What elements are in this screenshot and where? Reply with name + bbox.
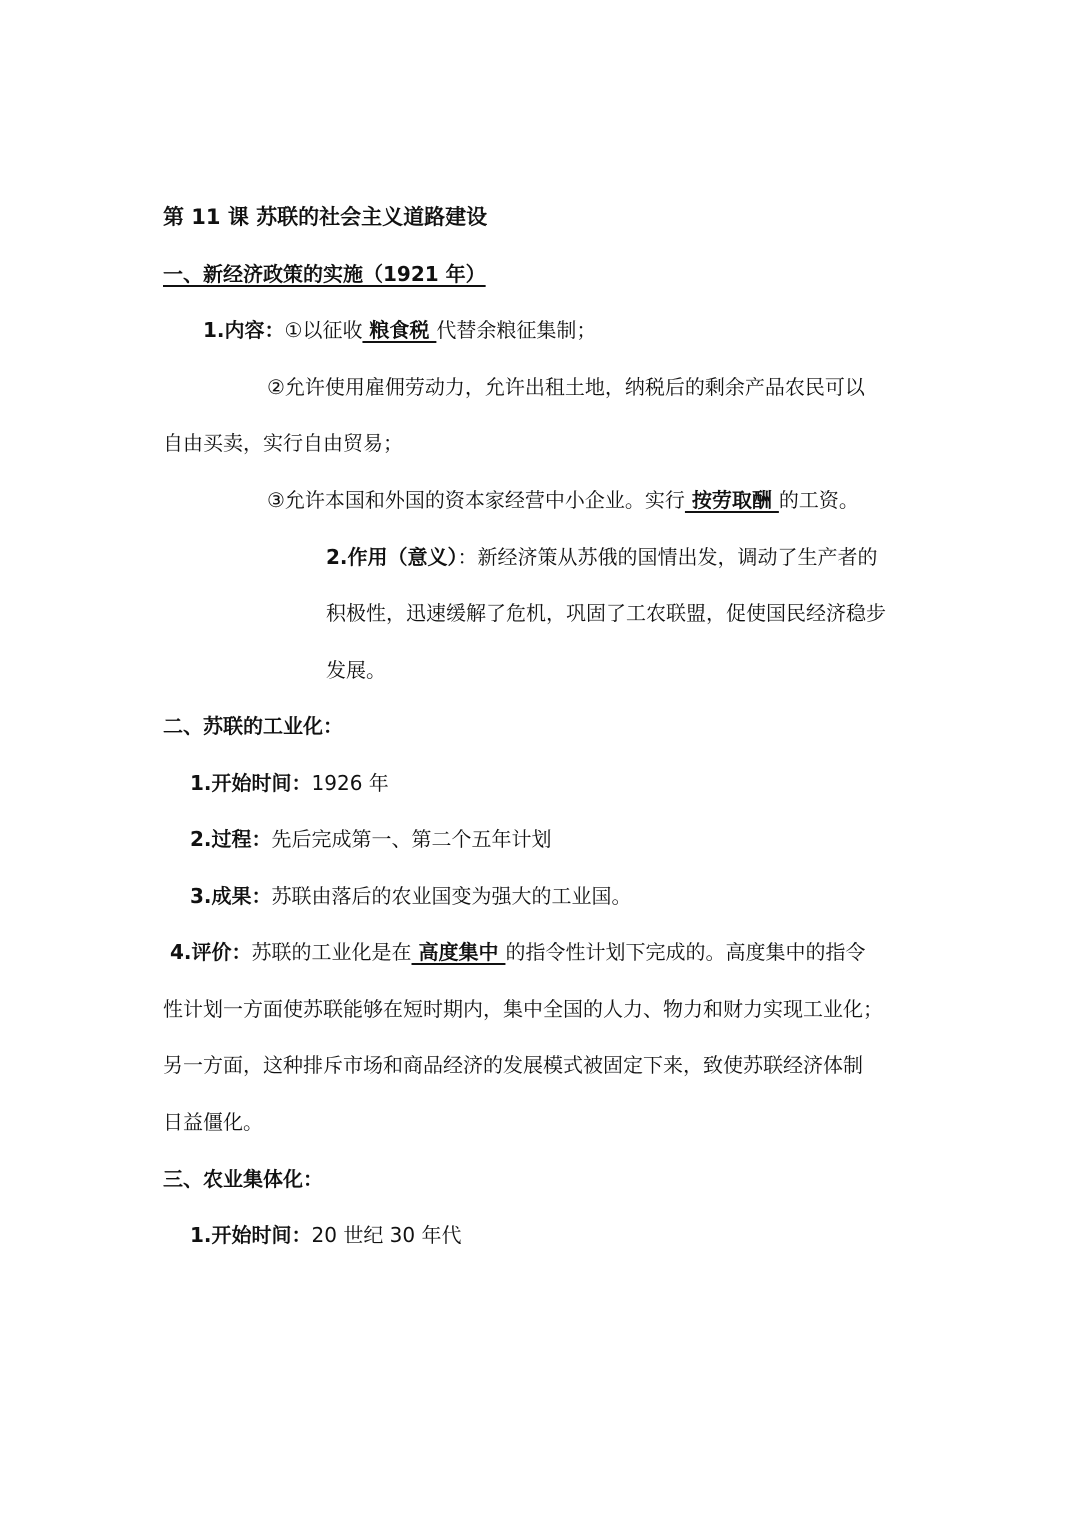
content-label: 1.内容： — [203, 318, 285, 342]
content-item-1-suffix: 代替余粮征集制； — [436, 318, 597, 342]
eval-suffix: 的指令性计划下完成的。高度集中的指令 — [505, 940, 866, 964]
blank-grain-tax: 粮食税 — [362, 318, 437, 342]
effect-line3: 发展。 — [326, 658, 386, 682]
start-label: 1.开始时间： — [190, 771, 312, 795]
content-item-3 — [267, 486, 859, 514]
industrialization-start — [190, 769, 389, 797]
evaluation-line4: 日益僵化。 — [163, 1110, 263, 1134]
blank-highly-centralized: 高度集中 — [411, 940, 506, 964]
process-label: 2.过程： — [190, 827, 272, 851]
content-item-1-prefix: ①以征收 — [284, 318, 363, 342]
start-value-3: 20 世纪 30 年代 — [311, 1223, 462, 1247]
eval-prefix: 苏联的工业化是在 — [251, 940, 412, 964]
content-item-1 — [203, 316, 596, 344]
effect-label: 2.作用（意义） — [326, 545, 458, 569]
section1-heading: 一、新经济政策的实施（1921 年） — [163, 262, 486, 286]
industrialization-process — [190, 825, 552, 853]
effect-text-1: ：新经济策从苏俄的国情出发，调动了生产者的 — [457, 545, 878, 569]
content-item-3-suffix: 的工资。 — [778, 488, 859, 512]
start-value: 1926 年 — [311, 771, 389, 795]
result-value: 苏联由落后的农业国变为强大的工业国。 — [271, 884, 632, 908]
industrialization-result — [190, 882, 632, 910]
evaluation-line1 — [170, 938, 865, 966]
content-item-2-line1: ②允许使用雇佣劳动力，允许出租土地，纳税后的剩余产品农民可以 — [267, 375, 865, 399]
process-value: 先后完成第一、第二个五年计划 — [271, 827, 552, 851]
section3-heading: 三、农业集体化： — [163, 1167, 323, 1191]
content-item-3-prefix: ③允许本国和外国的资本家经营中小企业。实行 — [267, 488, 685, 512]
effect-line1 — [326, 543, 878, 571]
evaluation-line2: 性计划一方面使苏联能够在短时期内，集中全国的人力、物力和财力实现工业化； — [163, 997, 883, 1021]
lesson-title: 第 11 课 苏联的社会主义道路建设 — [163, 205, 488, 229]
eval-label: 4.评价： — [170, 940, 252, 964]
evaluation-line3: 另一方面，这种排斥市场和商品经济的发展模式被固定下来，致使苏联经济体制 — [163, 1053, 863, 1077]
effect-line2: 积极性，迅速缓解了危机，巩固了工农联盟，促使国民经济稳步 — [326, 601, 886, 625]
start-label-3: 1.开始时间： — [190, 1223, 312, 1247]
blank-pay-by-work: 按劳取酬 — [684, 488, 779, 512]
result-label: 3.成果： — [190, 884, 272, 908]
collectivization-start — [190, 1221, 462, 1249]
content-item-2-line2: 自由买卖，实行自由贸易； — [163, 431, 403, 455]
section2-heading: 二、苏联的工业化： — [163, 714, 343, 738]
